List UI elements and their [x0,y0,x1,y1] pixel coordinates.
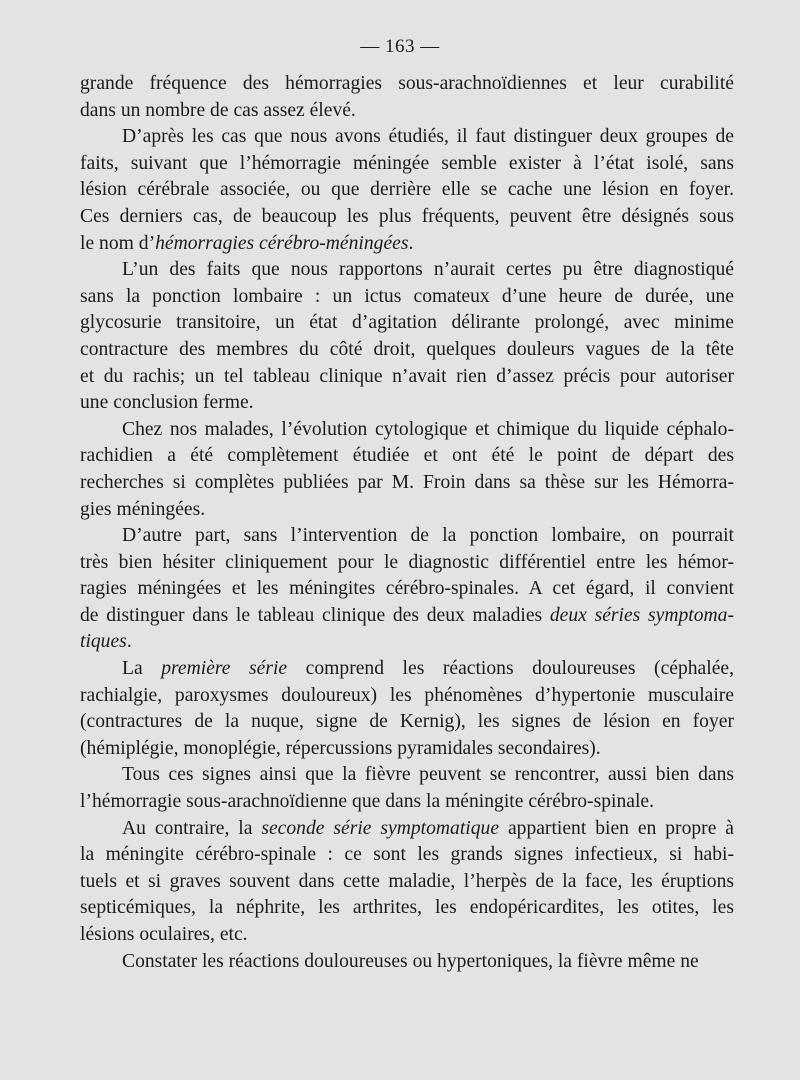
text-line [80,629,734,656]
page-number: — 163 — [360,36,440,57]
text-segment: ragies méningées et les méningites cérébro-spinales. A cet égard, il convient [80,578,734,600]
text-segment: lésion cérébrale associée, ou que derrière elle se cache une lésion en foyer. [80,179,734,201]
text-line [80,683,734,710]
text-segment: Chez nos malades, l’évolution cytologique et chimique du liquide céphalo- [122,418,734,440]
body-text [80,71,734,975]
text-line [80,922,734,949]
text-line [80,71,734,98]
text-segment: glycosurie transitoire, un état d’agitation délirante prolongé, avec minime [80,312,734,334]
text-segment: contracture des membres du côté droit, quelques douleurs vagues de la tête [80,338,734,360]
text-segment: Ces derniers cas, de beaucoup les plus fréquents, peuvent être désignés sous [80,205,734,227]
text-segment: sans la ponction lombaire : un ictus comateux d’une heure de durée, une [80,285,734,307]
text-segment: . [408,232,414,254]
text-segment: le nom d’ [80,232,156,254]
text-line [80,550,734,577]
text-segment: l’hémorragie sous-arachnoïdienne que dans la méningite cérébro-spinale. [80,791,654,813]
paragraph-first-line [80,257,734,284]
text-segment: septicémiques, la néphrite, les arthrites, les endopéricardites, les otites, les [80,897,734,919]
text-line [80,842,734,869]
text-segment: recherches si complètes publiées par M. Froin dans sa thèse sur les Hémorra- [80,471,734,493]
text-segment: appartient bien en propre à [499,817,735,839]
text-segment: dans un nombre de cas assez élevé. [80,99,356,121]
text-line [80,470,734,497]
text-line [80,497,734,524]
text-line [80,869,734,896]
text-line [80,310,734,337]
text-line [80,789,734,816]
text-segment: comprend les réactions douloureuses (céphalée, [287,658,734,680]
text-segment: (hémiplégie, monoplégie, répercussions pyramidales secondaires). [80,737,601,759]
text-line [80,895,734,922]
text-segment: gies méningées. [80,498,206,520]
text-segment: Constater les réactions douloureuses ou hypertoniques, la fièvre même ne [122,950,699,972]
text-segment: lésions oculaires, etc. [80,924,248,945]
text-segment: (contractures de la nuque, signe de Kernig), les signes de lésion en foyer [80,711,734,733]
paragraph-first-line [80,656,734,683]
text-segment: très bien hésiter cliniquement pour le diagnostic différentiel entre les hémor- [80,551,734,573]
text-line [80,443,734,470]
text-line [80,390,734,417]
text-segment: rachialgie, paroxysmes douloureux) les phénomènes d’hypertonie musculaire [80,684,734,706]
italic-text: seconde série symptomatique [261,817,500,839]
paragraph-first-line [80,523,734,550]
text-line [80,98,734,125]
text-segment: D’autre part, sans l’intervention de la ponction lombaire, on pourrait [122,525,734,547]
text-line [80,231,734,258]
text-segment: L’un des faits que nous rapportons n’aurait certes pu être diagnostiqué [122,259,734,281]
paragraph-first-line [80,762,734,789]
text-segment: rachidien a été complètement étudiée et ont été le point de départ des [80,445,734,467]
paragraph-first-line [80,816,734,843]
text-segment: Tous ces signes ainsi que la fièvre peuvent se rencontrer, aussi bien dans [122,764,734,786]
italic-text: première série [161,658,288,680]
text-line [80,603,734,630]
italic-text: deux séries symptoma- [549,604,734,626]
paragraph-first-line [80,417,734,444]
text-line [80,576,734,603]
text-segment: la méningite cérébro-spinale : ce sont les grands signes infectieux, si habi- [80,844,734,866]
text-line [80,709,734,736]
text-line [80,337,734,364]
paragraph-first-line [80,124,734,151]
italic-text: hémorragies cérébro-méningées [155,232,409,254]
text-segment: une conclusion ferme. [80,392,254,414]
text-line [80,364,734,391]
text-segment: Au contraire, la [122,817,262,839]
text-line [80,204,734,231]
text-segment: La [122,658,162,680]
text-line [80,151,734,178]
text-segment: faits, suivant que l’hémorragie méningée semble exister à l’état isolé, sans [80,152,734,174]
text-segment: de distinguer dans le tableau clinique des deux maladies [80,604,550,626]
text-line [80,284,734,311]
text-segment: et du rachis; un tel tableau clinique n’avait rien d’assez précis pour autoriser [80,365,734,387]
text-line [80,177,734,204]
italic-text: tiques [80,631,127,653]
text-line [80,736,734,763]
text-segment: D’après les cas que nous avons étudiés, il faut distinguer deux groupes de [122,126,734,148]
text-segment: grande fréquence des hémorragies sous-arachnoïdiennes et leur curabilité [80,73,734,94]
text-segment: tuels et si graves souvent dans cette maladie, l’herpès de la face, les éruptions [80,870,734,892]
paragraph-first-line [80,949,734,976]
text-segment: . [126,631,132,653]
